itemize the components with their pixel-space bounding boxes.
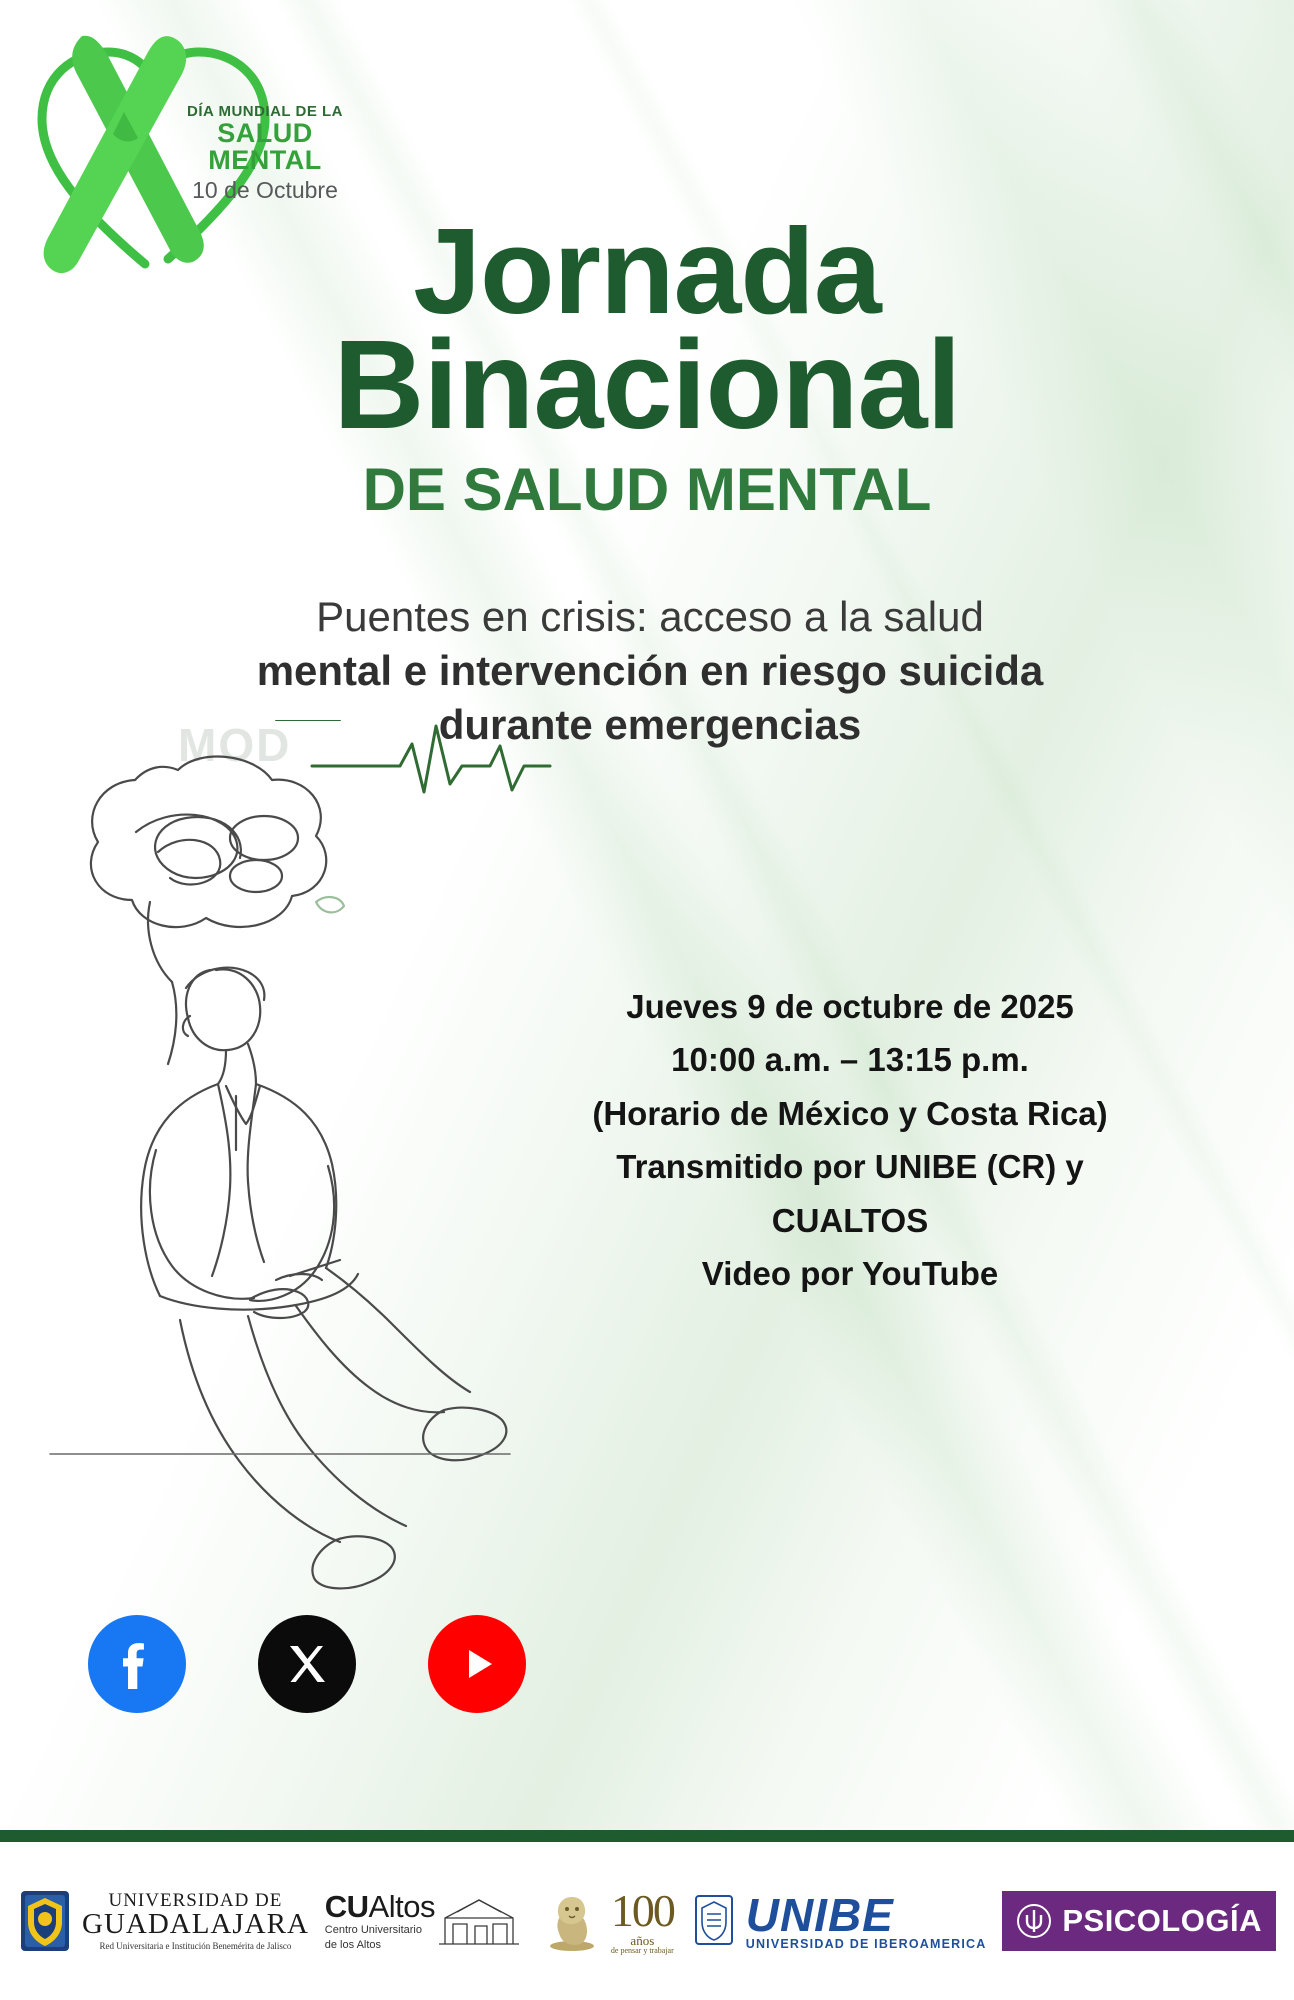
psicologia-label: PSICOLOGÍA bbox=[1062, 1903, 1262, 1938]
title-line-1: Jornada bbox=[413, 203, 881, 339]
badge-line3: MENTAL bbox=[208, 144, 322, 175]
udg-line-3: Red Universitaria e Institución Benemérita de Jalisco bbox=[99, 1941, 292, 1951]
event-info-block bbox=[540, 980, 1160, 1301]
lion-statue-icon bbox=[539, 1889, 605, 1953]
centenario-number: 100 bbox=[610, 1884, 674, 1936]
unibe-wordmark: UNIBE bbox=[745, 1888, 894, 1941]
udg-line-1: UNIVERSIDAD DE bbox=[108, 1890, 283, 1911]
centenario-line-2: años bbox=[630, 1932, 655, 1948]
cualtos-line-3: de los Altos bbox=[324, 1938, 382, 1951]
badge-line2: SALUD bbox=[217, 117, 313, 148]
cualtos-altos: Altos bbox=[368, 1888, 435, 1924]
event-date: Jueves 9 de octubre de 2025 bbox=[626, 988, 1074, 1025]
unibe-subtitle: UNIVERSIDAD DE IBEROAMERICA bbox=[745, 1936, 987, 1951]
cualtos-wordmark bbox=[324, 1888, 435, 1924]
x-glyph bbox=[280, 1637, 334, 1691]
cualtos-logo bbox=[324, 1888, 523, 1951]
udg-logo bbox=[18, 1888, 309, 1954]
centenario-line-3: de pensar y trabajar bbox=[610, 1945, 674, 1955]
cualtos-building-icon bbox=[435, 1892, 523, 1950]
event-video-platform: Video por YouTube bbox=[701, 1255, 999, 1293]
youtube-play-glyph bbox=[450, 1637, 504, 1691]
unibe-crest-icon bbox=[690, 1892, 738, 1950]
ghost-watermark-text: MOD bbox=[178, 719, 292, 771]
youtube-icon[interactable] bbox=[428, 1615, 526, 1713]
subtitle-line-1: Puentes en crisis: acceso a la salud bbox=[316, 593, 984, 640]
event-broadcast-2: CUALTOS bbox=[771, 1201, 929, 1239]
badge-date: 10 de Octubre bbox=[192, 176, 338, 203]
udg-line-2: GUADALAJARA bbox=[82, 1908, 309, 1940]
x-twitter-icon[interactable] bbox=[258, 1615, 356, 1713]
subtitle-line-3: durante emergencias bbox=[438, 700, 862, 748]
subtitle-line-2: mental e intervención en riesgo suicida bbox=[256, 646, 1044, 694]
facebook-glyph bbox=[106, 1633, 168, 1695]
udg-shield-icon bbox=[18, 1888, 72, 1954]
psicologia-logo bbox=[1002, 1891, 1276, 1951]
social-links bbox=[88, 1615, 526, 1713]
title-line-3: DE SALUD MENTAL bbox=[362, 456, 932, 524]
footer-divider-bar bbox=[0, 1830, 1294, 1842]
title-line-2: Binacional bbox=[333, 314, 961, 456]
event-time: 10:00 a.m. – 13:15 p.m. bbox=[671, 1041, 1029, 1079]
event-broadcast-1: Transmitido por UNIBE (CR) y bbox=[616, 1148, 1084, 1186]
cualtos-line-2: Centro Universitario bbox=[324, 1923, 422, 1936]
unibe-logo bbox=[690, 1888, 987, 1951]
facebook-icon[interactable] bbox=[88, 1615, 186, 1713]
badge-line1: DÍA MUNDIAL DE LA bbox=[187, 103, 343, 120]
psi-symbol-icon bbox=[1016, 1903, 1052, 1939]
cualtos-cu: CU bbox=[324, 1888, 369, 1924]
event-timezone: (Horario de México y Costa Rica) bbox=[592, 1094, 1108, 1132]
footer-logos bbox=[0, 1842, 1294, 2000]
poster-title bbox=[0, 203, 1294, 524]
centenario-logo bbox=[539, 1884, 674, 1955]
